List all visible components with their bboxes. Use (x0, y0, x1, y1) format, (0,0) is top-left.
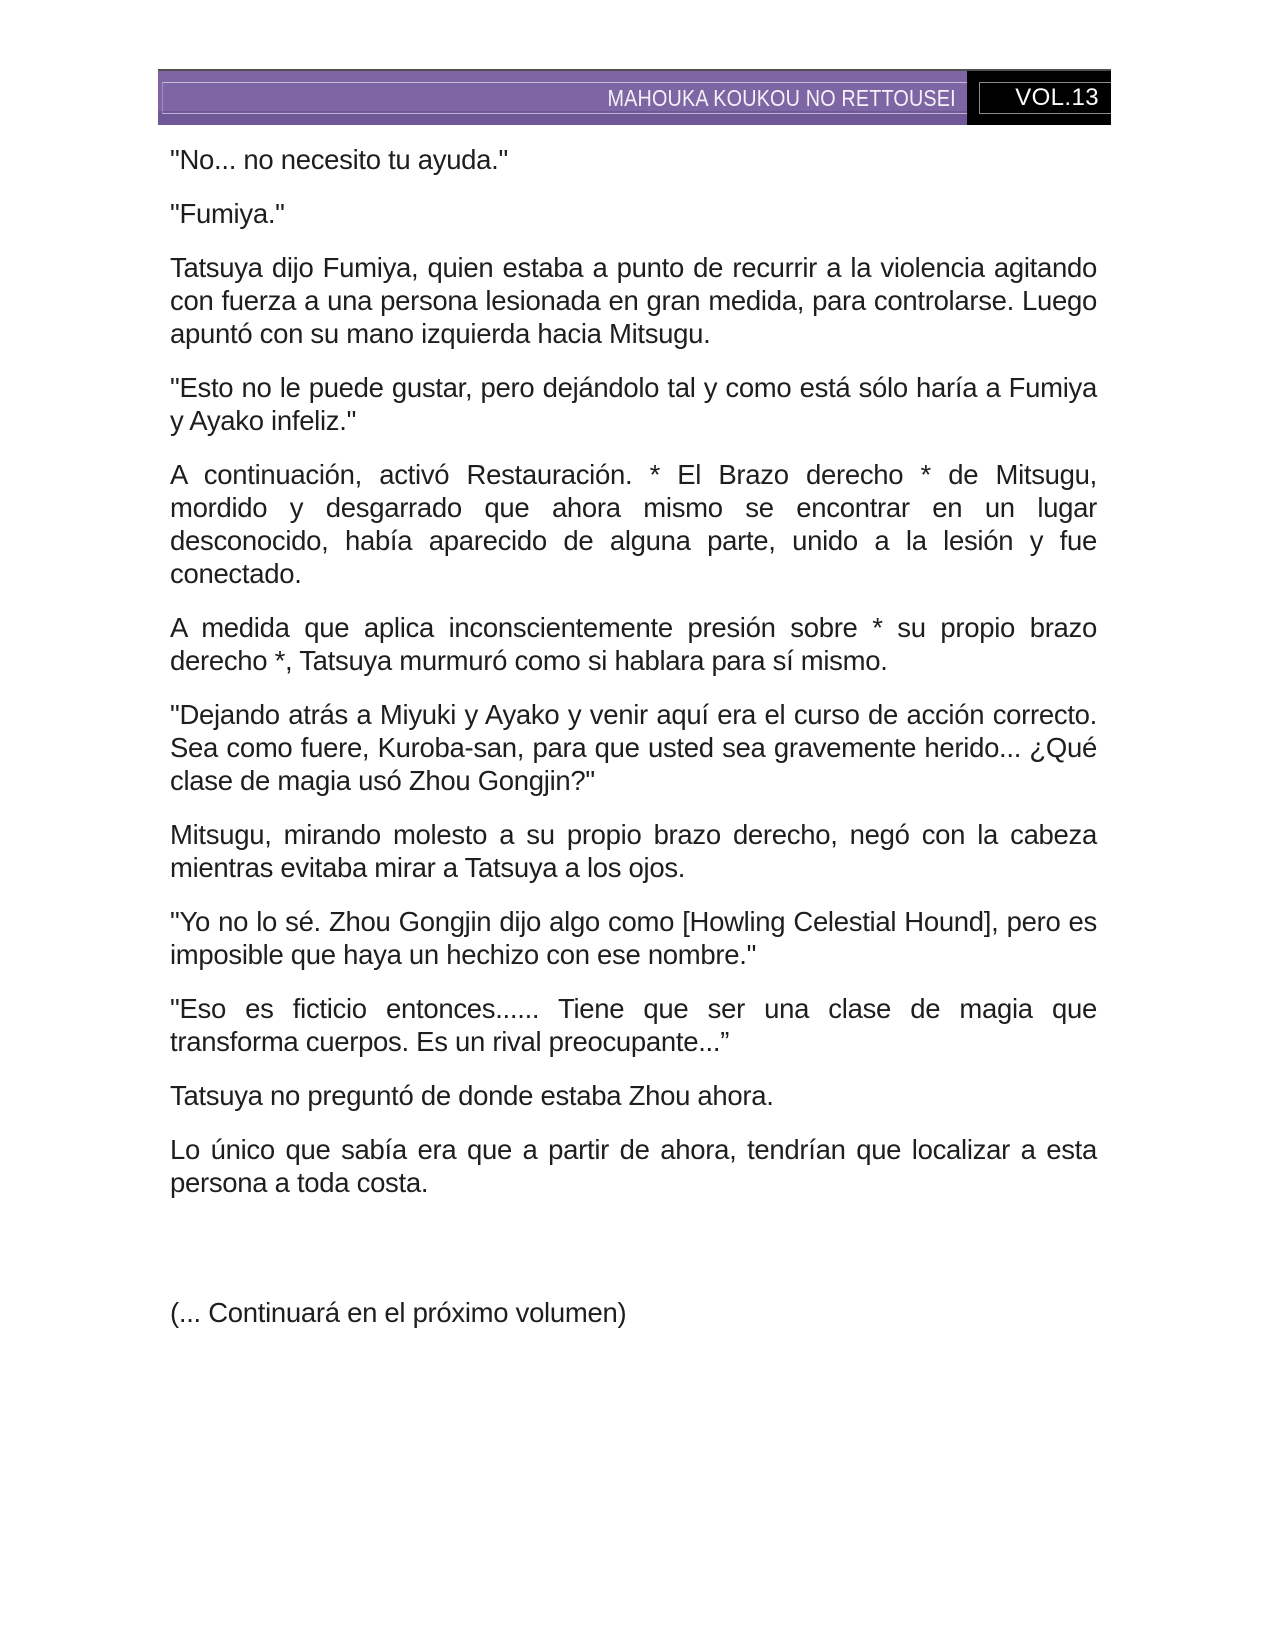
paragraph: "Esto no le puede gustar, pero dejándolo tal y como está sólo haría a Fumiya y Ayako infeliz." (170, 372, 1097, 436)
volume-label: VOL.13 (1015, 84, 1099, 111)
closing-line: (... Continuará en el próximo volumen) (170, 1297, 627, 1328)
paragraph: "Eso es ficticio entonces...... Tiene que ser una clase de magia que transforma cuerpos. Es un rival preocupante...” (170, 993, 1097, 1057)
paragraph: Mitsugu, mirando molesto a su propio brazo derecho, negó con la cabeza mientras evitaba mirar a Tatsuya a los ojos. (170, 819, 1097, 883)
paragraph-list (170, 143, 1097, 1199)
paragraph: Tatsuya dijo Fumiya, quien estaba a punto de recurrir a la violencia agitando con fuerza a una persona lesionada en gran medida, para controlarse. Luego apuntó con su mano izquierda hacia Mitsugu. (170, 252, 1097, 349)
paragraph: "Yo no lo sé. Zhou Gongjin dijo algo como [Howling Celestial Hound], pero es imposible que haya un hechizo con ese nombre." (170, 906, 1097, 970)
paragraph: A medida que aplica inconscientemente presión sobre * su propio brazo derecho *, Tatsuya murmuró como si hablara para sí mismo. (170, 612, 1097, 676)
paragraph: Tatsuya no preguntó de donde estaba Zhou ahora. (170, 1080, 774, 1111)
paragraph: "Dejando atrás a Miyuki y Ayako y venir aquí era el curso de acción correcto. Sea como fuere, Kuroba-san, para que usted sea gravemente herido... ¿Qué clase de magia usó Zhou Gongjin?" (170, 699, 1097, 796)
header-title-bar (158, 71, 967, 125)
header-title: MAHOUKA KOUKOU NO RETTOUSEI (607, 84, 956, 111)
volume-badge (967, 71, 1111, 125)
paragraph: "No... no necesito tu ayuda." (170, 144, 508, 175)
page-header (158, 69, 1111, 125)
paragraph: A continuación, activó Restauración. * El Brazo derecho * de Mitsugu, mordido y desgarrado que ahora mismo se encontrar en un lugar desconocido, había aparecido de alguna parte, unido a la lesión y fue conectado. (170, 459, 1097, 589)
paragraph: Lo único que sabía era que a partir de ahora, tendrían que localizar a esta persona a toda costa. (170, 1134, 1097, 1198)
paragraph: "Fumiya." (170, 198, 285, 229)
body-text (170, 143, 1097, 1329)
